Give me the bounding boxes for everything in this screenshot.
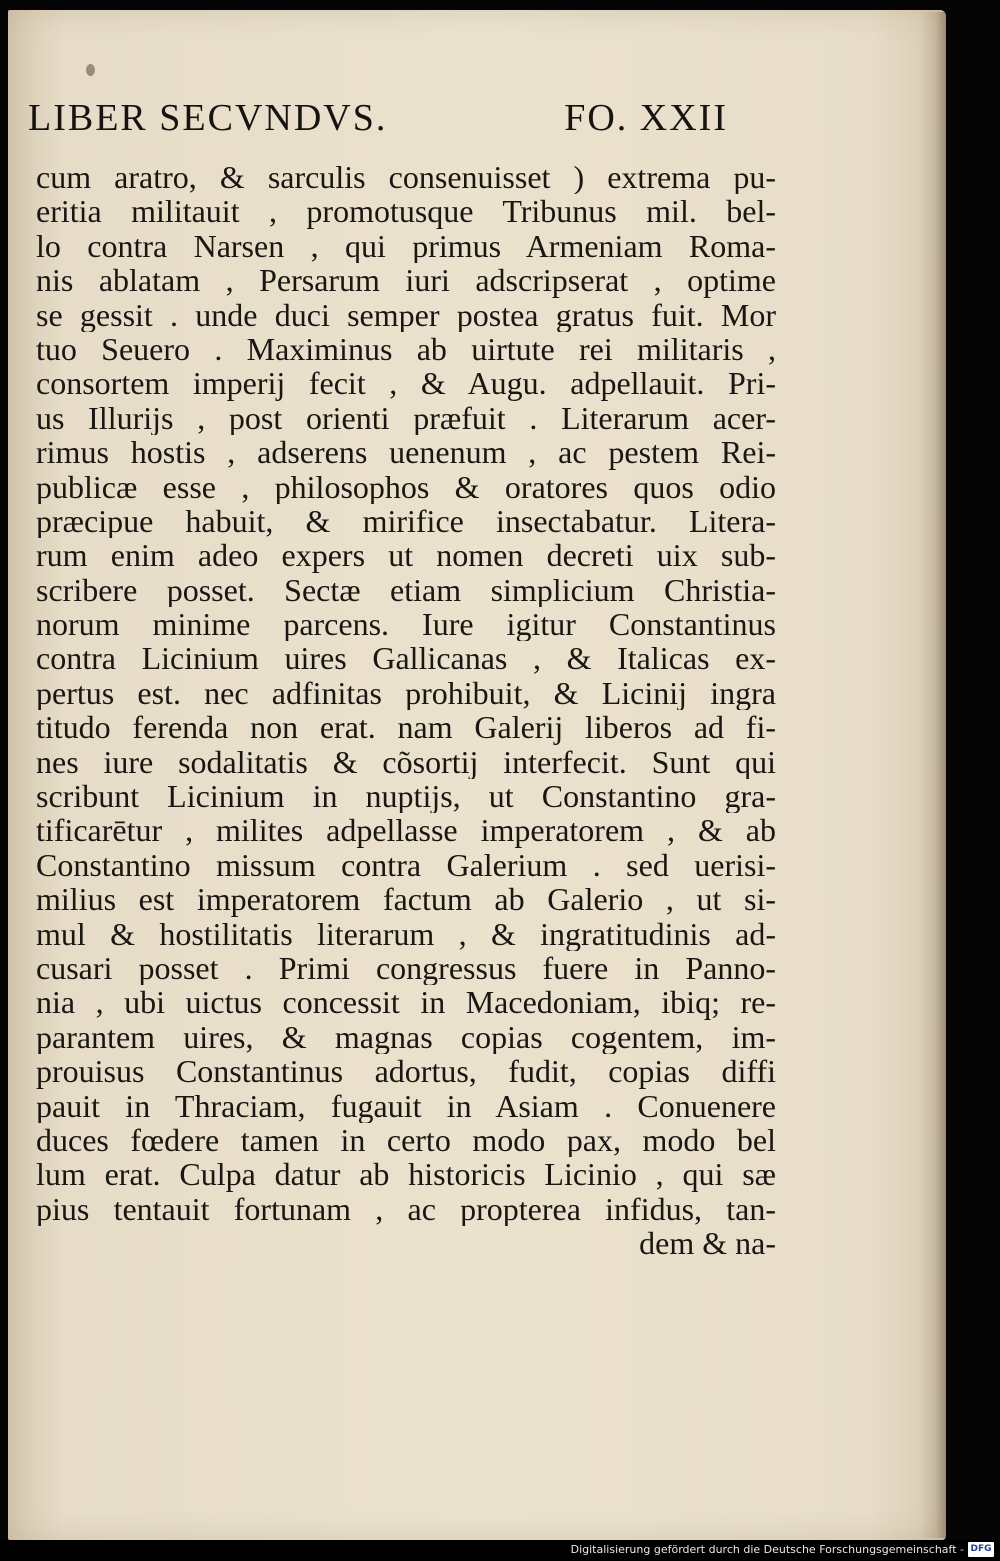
text-line: pauit in Thraciam, fugauit in Asiam . Conuenere (36, 1088, 776, 1123)
text-line: parantem uires, & magnas copias cogentem, im- (36, 1019, 776, 1055)
text-line: norum minime parcens. Iure igitur Constantinus (36, 607, 776, 642)
folio-number: FO. XXII (564, 97, 728, 139)
text-line: scribunt Licinium in nuptijs, ut Constantino gra- (36, 779, 776, 814)
text-line: milius est imperatorem factum ab Galerio , ut si- (36, 882, 776, 917)
dfg-logo-icon: DFG (968, 1542, 994, 1557)
text-line: cusari posset . Primi congressus fuere in Panno- (36, 950, 776, 986)
text-line: contra Licinium uires Gallicanas , & Italicas ex- (36, 641, 776, 676)
text-line: nes iure sodalitatis & cõsortij interfecit. Sunt qui (36, 744, 776, 780)
footer-bar (0, 1540, 1000, 1561)
text-line: publicæ esse , philosophos & oratores quos odio (36, 469, 776, 504)
text-line: tificarētur , milites adpellasse imperatorem , & ab (36, 813, 776, 848)
text-line: pius tentauit fortunam , ac propterea infidus, tan- (36, 1191, 776, 1227)
text-line: pertus est. nec adfinitas prohibuit, & Licinij ingra (36, 675, 776, 711)
text-line: consortem imperij fecit , & Augu. adpellauit. Pri- (36, 366, 776, 401)
text-line: lum erat. Culpa datur ab historicis Licinio , qui sæ (36, 1157, 776, 1192)
text-line: Constantino missum contra Galerium . sed uerisi- (36, 847, 776, 883)
text-line: eritia militauit , promotusque Tribunus mil. bel- (36, 194, 776, 229)
text-line: tuo Seuero . Maximinus ab uirtute rei militaris , (36, 331, 776, 367)
text-line: nis ablatam , Persarum iuri adscripserat , optime (36, 263, 776, 298)
text-line: se gessit . unde duci semper postea gratus fuit. Mor (36, 297, 776, 332)
text-line: præcipue habuit, & mirifice insectabatur. Litera- (36, 503, 776, 539)
text-line: us Illurijs , post orienti præfuit . Literarum acer- (36, 400, 776, 436)
text-line: duces fœdere tamen in certo modo pax, modo bel (36, 1122, 776, 1158)
text-line: rum enim adeo expers ut nomen decreti uix sub- (36, 538, 776, 573)
text-line: cum aratro, & sarculis consenuisset ) extrema pu- (36, 160, 776, 195)
running-head-title: LIBER SECVNDVS. (28, 97, 388, 139)
digitization-credit: Digitalisierung gefördert durch die Deutsche Forschungsgemeinschaft - (570, 1543, 964, 1556)
text-block (36, 160, 776, 1261)
text-line: scribere posset. Sectæ etiam simplicium Christia- (36, 572, 776, 608)
text-line: titudo ferenda non erat. nam Galerij liberos ad fi- (36, 710, 776, 745)
text-line: lo contra Narsen , qui primus Armeniam Roma- (36, 228, 776, 264)
text-line: rimus hostis , adserens uenenum , ac pestem Rei- (36, 435, 776, 470)
catchword-line: dem & na- (639, 1226, 776, 1261)
page-edge-shadow (920, 12, 946, 1538)
running-head (28, 96, 728, 148)
text-line: mul & hostilitatis literarum , & ingratitudinis ad- (36, 916, 776, 951)
text-line: prouisus Constantinus adortus, fudit, copias diffi (36, 1054, 776, 1089)
text-line: nia , ubi uictus concessit in Macedoniam, ibiq; re- (36, 985, 776, 1020)
ink-spot (86, 64, 95, 76)
